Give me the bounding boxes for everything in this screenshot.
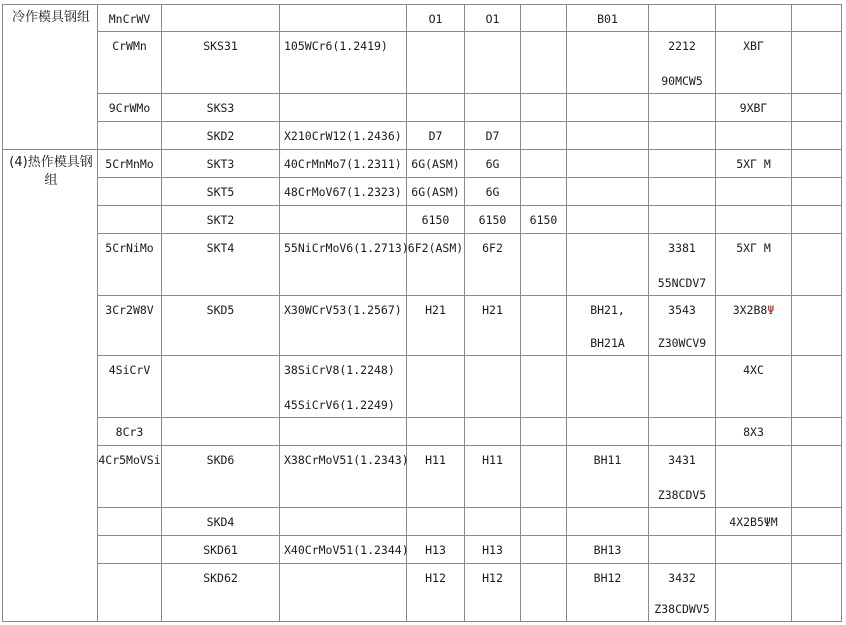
gost-grade: 4XC	[743, 363, 764, 377]
astm-grade: 6150	[478, 213, 507, 227]
table-cell	[280, 234, 407, 296]
table-cell	[716, 564, 792, 622]
table-cell	[465, 150, 521, 178]
table-cell	[792, 122, 842, 150]
jis-grade: SKS31	[203, 39, 238, 53]
table-cell	[280, 94, 407, 122]
table-cell	[407, 32, 465, 94]
table-cell	[567, 508, 649, 536]
jis-grade: SKT3	[206, 157, 235, 171]
table-cell	[649, 536, 716, 564]
table-cell	[465, 122, 521, 150]
table-cell	[280, 206, 407, 234]
table-cell	[407, 94, 465, 122]
table-cell	[465, 206, 521, 234]
aisi-grade: 6150	[421, 213, 450, 227]
jis-grade: SKD61	[203, 543, 238, 557]
table-cell	[716, 32, 792, 94]
table-cell	[465, 178, 521, 206]
table-cell	[649, 296, 716, 356]
astm-grade: 6G	[485, 157, 500, 171]
table-cell	[521, 564, 567, 622]
table-cell	[98, 508, 162, 536]
table-cell	[465, 536, 521, 564]
table-cell	[98, 32, 162, 94]
table-cell	[98, 446, 162, 508]
table-cell	[162, 296, 280, 356]
cn-grade: 3Cr2W8V	[105, 303, 154, 317]
gost-grade	[716, 303, 791, 317]
table-cell	[521, 94, 567, 122]
table-cell	[465, 234, 521, 296]
table-cell	[649, 564, 716, 622]
table-cell	[792, 234, 842, 296]
astm-grade: D7	[485, 129, 500, 143]
table-cell	[280, 296, 407, 356]
table-cell	[567, 94, 649, 122]
din-grade: X40CrMoV51(1.2344)	[284, 543, 409, 557]
table-cell	[521, 356, 567, 418]
table-cell	[567, 178, 649, 206]
category-hot-work-die-steel-cell	[2, 150, 98, 622]
din-grade: X30WCrV53(1.2567)	[284, 303, 402, 317]
table-cell	[407, 122, 465, 150]
jis-grade: SKD5	[206, 303, 235, 317]
gost-grade: 4X2B5ΨM	[729, 515, 778, 529]
table-cell	[98, 356, 162, 418]
table-cell	[98, 150, 162, 178]
table-cell	[407, 150, 465, 178]
astm-grade: O1	[485, 12, 500, 26]
table-cell	[792, 446, 842, 508]
aisi-grade: 6G(ASM)	[411, 185, 460, 199]
cn-grade: 5CrMnMo	[105, 157, 154, 171]
table-cell	[716, 508, 792, 536]
table-cell	[280, 4, 407, 32]
table-cell	[649, 234, 716, 296]
table-cell	[98, 564, 162, 622]
astm-grade: H13	[482, 543, 503, 557]
cn-grade: 9CrWMo	[108, 101, 151, 115]
gost-grade: 5XГ M	[736, 241, 771, 255]
table-cell	[407, 178, 465, 206]
table-cell	[567, 446, 649, 508]
table-cell	[98, 94, 162, 122]
table-cell	[567, 356, 649, 418]
din-grade: 105WCr6(1.2419)	[284, 39, 388, 53]
din-grade: X38CrMoV51(1.2343)	[284, 453, 409, 467]
nf-grade: Z38CDV5	[657, 488, 707, 502]
category-cold-work-die-steel: 冷作模具钢组	[11, 10, 90, 25]
table-cell	[716, 206, 792, 234]
jis-grade: SKS3	[206, 101, 235, 115]
aisi-grade: H21	[425, 303, 446, 317]
table-cell	[649, 122, 716, 150]
table-cell	[521, 178, 567, 206]
gost-grade: 5XГ M	[736, 157, 771, 171]
jis-grade: SKD2	[206, 129, 235, 143]
table-cell	[716, 94, 792, 122]
iso-number: 3432	[668, 571, 696, 585]
table-cell	[792, 178, 842, 206]
table-cell	[649, 356, 716, 418]
gost-grade: 8X3	[743, 425, 764, 439]
table-cell	[716, 150, 792, 178]
table-cell	[465, 94, 521, 122]
table-cell	[716, 446, 792, 508]
table-cell	[280, 150, 407, 178]
aisi-grade: O1	[428, 12, 443, 26]
table-cell	[465, 418, 521, 446]
table-cell	[98, 4, 162, 32]
table-cell	[465, 356, 521, 418]
table-cell	[567, 122, 649, 150]
table-cell	[280, 32, 407, 94]
table-cell	[162, 94, 280, 122]
din-grade: X210CrW12(1.2436)	[284, 129, 402, 143]
table-cell	[649, 508, 716, 536]
table-cell	[716, 178, 792, 206]
table-cell	[407, 564, 465, 622]
table-cell	[465, 446, 521, 508]
cn-grade: 5CrNiMo	[105, 241, 154, 255]
bs-grade-alt: BH21A	[590, 336, 625, 350]
table-cell	[567, 206, 649, 234]
table-cell	[280, 178, 407, 206]
table-cell	[716, 122, 792, 150]
aisi-grade: 6F2(ASM)	[407, 241, 464, 255]
table-cell	[521, 32, 567, 94]
table-cell	[649, 206, 716, 234]
table-cell	[162, 32, 280, 94]
jis-grade: SKD62	[203, 571, 238, 585]
astm-grade: 6F2	[482, 241, 503, 255]
astm-grade: 6G	[485, 185, 500, 199]
table-cell	[280, 536, 407, 564]
table-cell	[407, 356, 465, 418]
table-cell	[792, 508, 842, 536]
table-cell	[280, 418, 407, 446]
table-cell	[792, 418, 842, 446]
iso-number: 3431	[668, 453, 696, 467]
sae-grade: 6150	[529, 213, 558, 227]
table-cell	[792, 564, 842, 622]
table-cell	[407, 206, 465, 234]
table-cell	[567, 564, 649, 622]
cn-grade: CrWMn	[112, 39, 147, 53]
table-cell	[649, 178, 716, 206]
jis-grade: SKT2	[206, 213, 235, 227]
table-cell	[716, 536, 792, 564]
table-cell	[465, 296, 521, 356]
cn-grade: 4SiCrV	[108, 363, 151, 377]
table-cell	[649, 150, 716, 178]
table-cell	[162, 418, 280, 446]
aisi-grade: H13	[425, 543, 446, 557]
table-cell	[649, 94, 716, 122]
table-cell	[162, 356, 280, 418]
table-cell	[792, 356, 842, 418]
aisi-grade: H11	[425, 453, 446, 467]
din-grade: 38SiCrV8(1.2248)	[284, 363, 395, 377]
table-cell	[98, 178, 162, 206]
table-cell	[162, 206, 280, 234]
table-cell	[162, 4, 280, 32]
din-grade: 48CrMoV67(1.2323)	[284, 185, 402, 199]
table-cell	[567, 296, 649, 356]
table-cell	[521, 418, 567, 446]
table-cell	[162, 508, 280, 536]
table-cell	[792, 4, 842, 32]
table-cell	[98, 234, 162, 296]
table-cell	[716, 4, 792, 32]
din-grade-alt: 45SiCrV6(1.2249)	[284, 398, 395, 412]
cn-grade: MnCrWV	[108, 12, 151, 26]
jis-grade: SKD4	[206, 515, 235, 529]
table-cell	[280, 446, 407, 508]
table-cell	[567, 536, 649, 564]
table-cell	[465, 32, 521, 94]
table-cell	[716, 296, 792, 356]
aisi-grade: 6G(ASM)	[411, 157, 460, 171]
aisi-grade: H12	[425, 571, 446, 585]
astm-grade: H11	[482, 453, 503, 467]
jis-grade: SKT5	[206, 185, 235, 199]
gost-grade: 9XBГ	[739, 101, 768, 115]
bs-grade: B01	[597, 12, 618, 26]
table-cell	[465, 508, 521, 536]
iso-number: 2212	[668, 39, 696, 53]
jis-grade: SKD6	[206, 453, 235, 467]
din-grade: 40CrMnMo7(1.2311)	[284, 157, 402, 171]
cn-grade: 4Cr5MoVSi	[98, 453, 161, 467]
nf-grade: Z38CDWV5	[654, 602, 710, 616]
table-cell	[716, 234, 792, 296]
table-cell	[649, 418, 716, 446]
table-cell	[407, 4, 465, 32]
table-cell	[98, 418, 162, 446]
iso-number: 3381	[668, 241, 696, 255]
table-cell	[567, 234, 649, 296]
table-cell	[521, 536, 567, 564]
table-cell	[162, 564, 280, 622]
bs-grade: BH21,	[590, 303, 625, 317]
table-cell	[792, 94, 842, 122]
jis-grade: SKT4	[206, 241, 235, 255]
table-cell	[98, 122, 162, 150]
table-cell	[280, 564, 407, 622]
table-cell	[280, 508, 407, 536]
table-cell	[162, 536, 280, 564]
category-hot-work-die-steel: (4)热作模具钢组	[9, 155, 93, 188]
table-cell	[407, 508, 465, 536]
table-cell	[567, 4, 649, 32]
table-cell	[162, 178, 280, 206]
table-cell	[792, 150, 842, 178]
iso-number: 3543	[668, 303, 696, 317]
table-cell	[716, 356, 792, 418]
table-cell	[649, 4, 716, 32]
table-cell	[521, 446, 567, 508]
din-grade: 55NiCrMoV6(1.2713)	[284, 241, 409, 255]
table-cell	[716, 418, 792, 446]
table-cell	[162, 234, 280, 296]
table-cell	[521, 234, 567, 296]
table-cell	[792, 206, 842, 234]
table-cell	[521, 296, 567, 356]
table-cell	[792, 32, 842, 94]
table-cell	[465, 4, 521, 32]
table-cell	[407, 418, 465, 446]
gost-grade-suffix: Ψ	[767, 303, 775, 317]
table-cell	[521, 122, 567, 150]
table-cell	[98, 206, 162, 234]
table-cell	[521, 150, 567, 178]
table-cell	[162, 150, 280, 178]
table-cell	[407, 536, 465, 564]
nf-grade: Z30WCV9	[657, 336, 707, 350]
table-cell	[521, 206, 567, 234]
nf-grade: 55NCDV7	[657, 276, 707, 290]
table-cell	[98, 536, 162, 564]
table-cell	[407, 234, 465, 296]
category-cold-work-die-steel-cell	[2, 4, 98, 150]
aisi-grade: D7	[428, 129, 443, 143]
table-cell	[792, 296, 842, 356]
astm-grade: H12	[482, 571, 503, 585]
table-cell	[521, 4, 567, 32]
table-cell	[280, 356, 407, 418]
bs-grade: BH12	[593, 571, 622, 585]
table-cell	[407, 446, 465, 508]
table-cell	[792, 536, 842, 564]
table-cell	[98, 296, 162, 356]
cn-grade: 8Cr3	[115, 425, 144, 439]
table-cell	[567, 32, 649, 94]
table-cell	[649, 446, 716, 508]
astm-grade: H21	[482, 303, 503, 317]
table-cell	[567, 150, 649, 178]
table-cell	[465, 564, 521, 622]
table-cell	[567, 418, 649, 446]
table-cell	[280, 122, 407, 150]
bs-grade: BH11	[593, 453, 622, 467]
table-cell	[649, 32, 716, 94]
table-cell	[162, 446, 280, 508]
table-cell	[162, 122, 280, 150]
nf-grade: 90MCW5	[661, 74, 703, 88]
gost-grade-main: 3X2B8	[732, 303, 768, 317]
bs-grade: BH13	[593, 543, 622, 557]
gost-grade: XBГ	[743, 39, 764, 53]
table-cell	[521, 508, 567, 536]
table-cell	[407, 296, 465, 356]
